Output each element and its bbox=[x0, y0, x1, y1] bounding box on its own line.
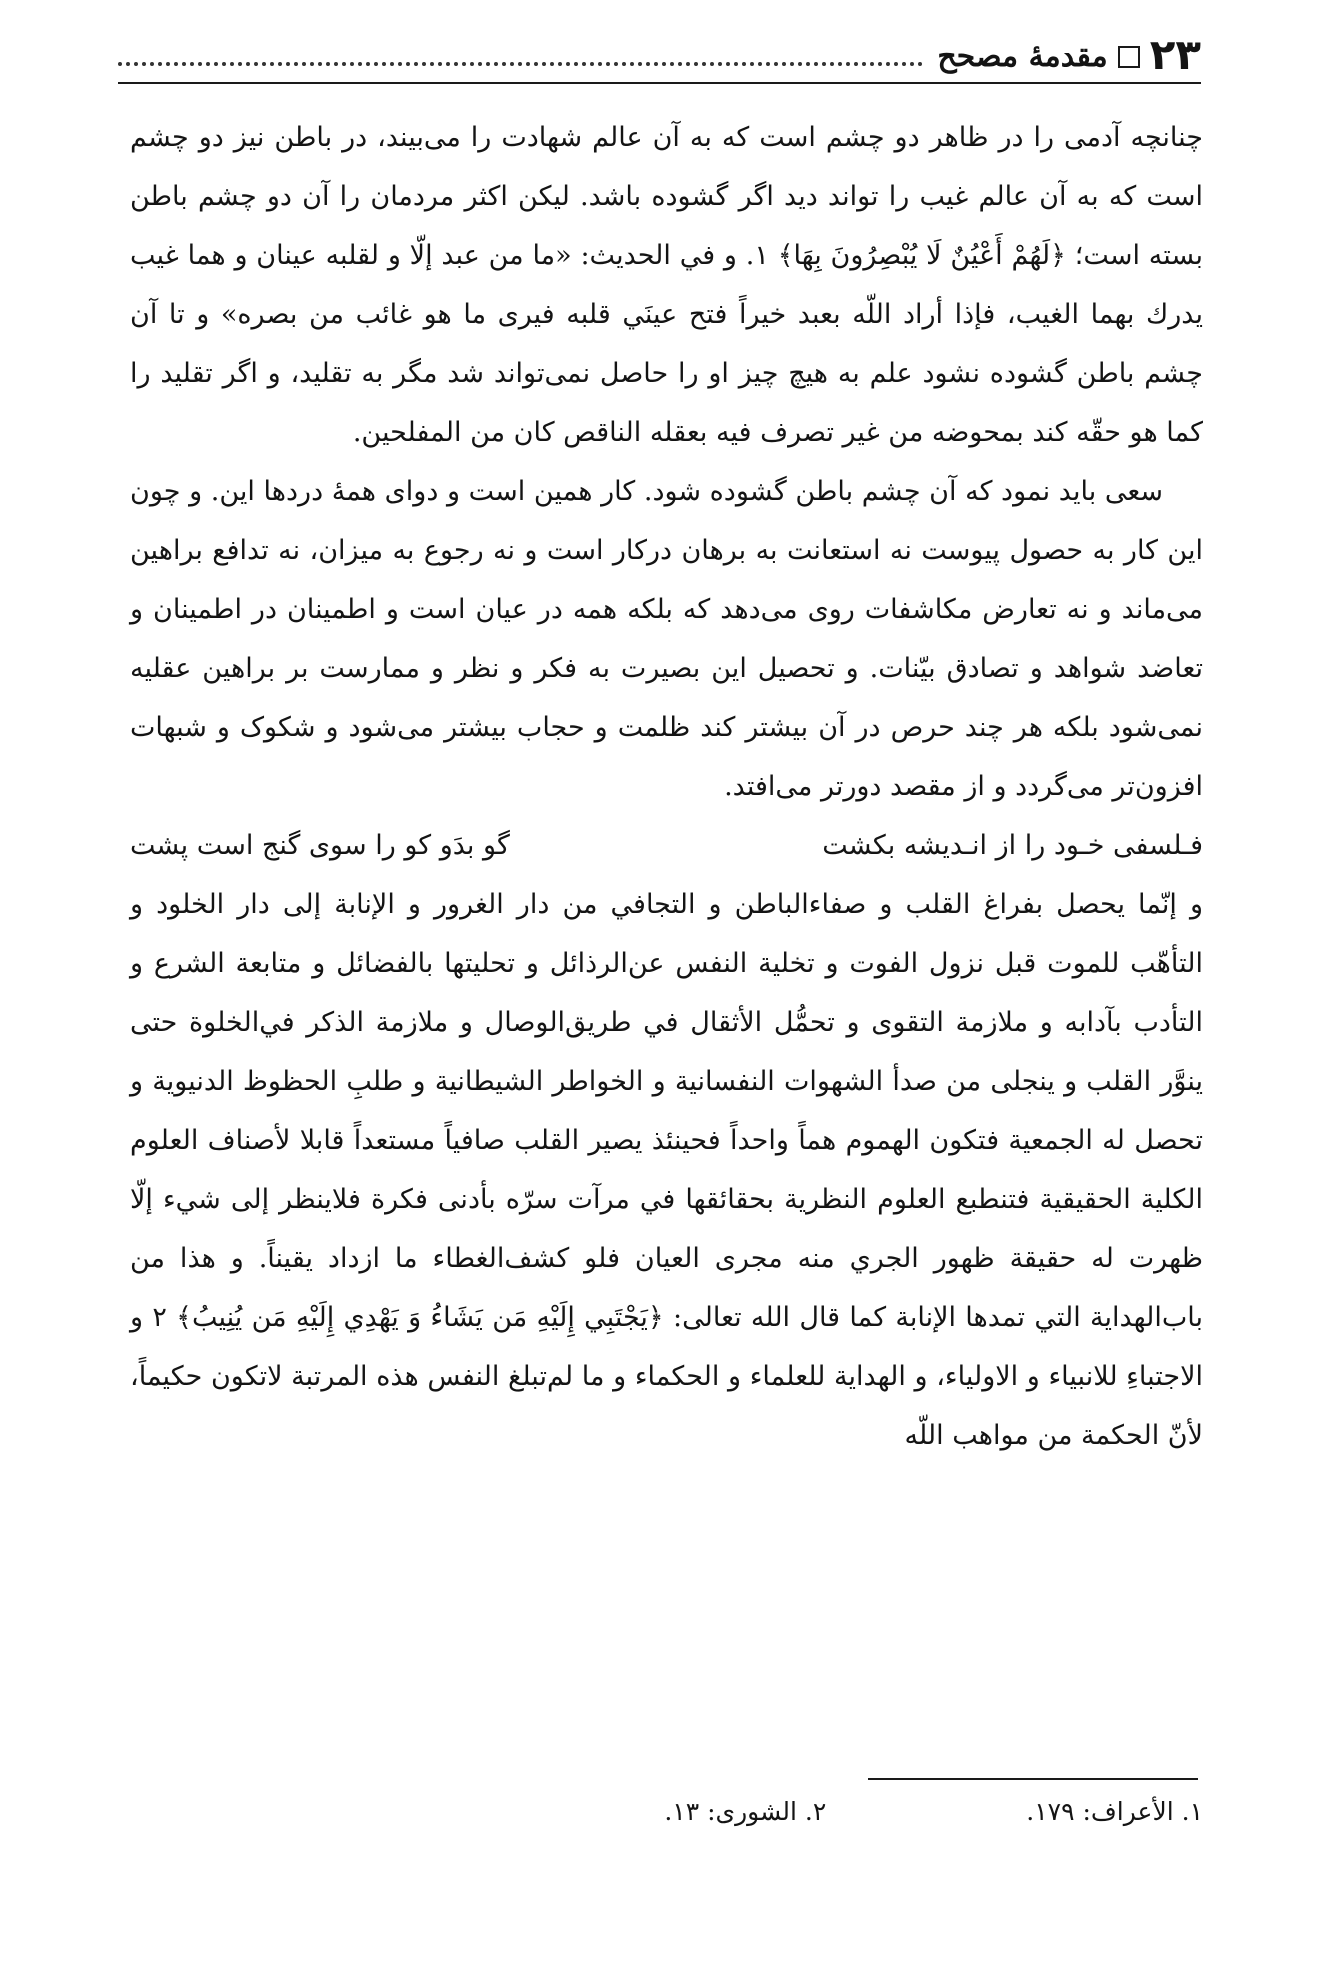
main-text bbox=[130, 108, 1203, 1465]
footnote-divider bbox=[868, 1778, 1198, 1780]
running-title: مقدمهٔ مصحح bbox=[937, 39, 1108, 74]
running-header bbox=[118, 22, 1201, 84]
paragraph-2: سعی باید نمود که آن چشم باطن گشوده شود. کار همین است و دوای همهٔ دردها این. و چون این کار به حصول پیوست نه استعانت به برهان درکار است و نه رجوع به میزان، نه تدافع براهین می‌ماند و نه تعارض مکاشفات روی می‌دهد که بلکه همه در عیان است و اطمینان در اطمینان و تعاضد شواهد و تصادق بیّنات. و تحصیل این بصیرت به فکر و نظر و ممارست بر براهین عقلیه نمی‌شود بلکه هر چند حرص در آن بیشتر کند ظلمت و حجاب بیشتر می‌شود و شکوک و شبهات افزون‌تر می‌گردد و از مقصد دورتر می‌افتد. bbox=[130, 476, 1203, 802]
square-ornament-icon bbox=[1118, 46, 1140, 68]
verse-hemistich-2: گو بدَو کو را سوی گنج است پشت bbox=[130, 830, 510, 861]
footnotes bbox=[130, 1790, 1203, 1834]
dotted-leader bbox=[118, 62, 923, 66]
footnote-2: ۲. الشورى: ۱۳. bbox=[664, 1797, 827, 1826]
verse-hemistich-1: فـلسفی خـود را از انـدیشه بکشت bbox=[822, 830, 1203, 861]
paragraph-3-arabic: و إنّما يحصل بفراغ القلب و صفاءالباطن و التجافي من دار الغرور و الإنابة إلى دار الخلود و التأهّب للموت قبل نزول الفوت و تخلية النفس عن‌الرذائل و تحليتها بالفضائل و متابعة الشرع و التأدب بآدابه و ملازمة التقوى و تحمُّل الأثقال في طريق‌الوصال و ملازمة الذكر في‌الخلوة حتى ينوَّر القلب و ينجلی من صدأ الشهوات النفسانية و الخواطر الشيطانية و طلبِ الحظوظ الدنيوية و تحصل له الجمعية فتكون الهموم هماً واحداً فحينئذ يصير القلب صافياً مستعداً قابلا لأصناف العلوم الكلية الحقيقية فتنطبع العلوم النظرية بحقائقها في مرآت سرّه بأدنى فكرة فلاينظر إلى شيء إلّا ظهرت له حقيقة ظهور الجري منه مجرى العيان فلو كشف‌الغطاء ما ازداد يقيناً. و هذا من باب‌الهداية التي تمدها الإنابة كما قال الله تعالى: ﴿يَجْتَبِي إِلَيْهِ مَن يَشَاءُ وَ يَهْدِي إِلَيْهِ مَن يُنِيبُ﴾ ۲ و الاجتباءِ للانبياء و الاولياء، و الهداية للعلماء و الحكماء و ما لم‌تبلغ النفس هذه المرتبة لاتكون حكيماً، لأنّ الحكمة من مواهب اللّه bbox=[130, 889, 1204, 1451]
page-number: ۲۳ bbox=[1149, 30, 1201, 79]
paragraph-1: چنانچه آدمی را در ظاهر دو چشم است که به آن عالم شهادت را می‌بیند، در باطن نیز دو چشم است که به آن عالم غیب را تواند دید اگر گشوده باشد. لیکن اکثر مردمان را آن دو چشم باطن بسته است؛ ﴿لَهُمْ أَعْيُنٌ لَا يُبْصِرُونَ بِهَا﴾ ۱. و في الحديث: «ما من عبد إلّا و لقلبه عينان و هما غيب يدرك بهما الغيب، فإذا أراد اللّه بعبد خيراً فتح عينَي قلبه فيرى ما هو غائب من بصره» و تا آن چشم باطن گشوده نشود علم به هیچ چیز او را حاصل نمی‌تواند شد مگر به تقلید، و اگر تقلید را کما هو حقّه کند بمحوضه من غير تصرف فيه بعقله الناقص كان من المفلحين. bbox=[130, 122, 1204, 448]
footnote-1: ۱. الأعراف: ۱۷۹. bbox=[1026, 1797, 1203, 1826]
poem-verse bbox=[130, 816, 1203, 875]
